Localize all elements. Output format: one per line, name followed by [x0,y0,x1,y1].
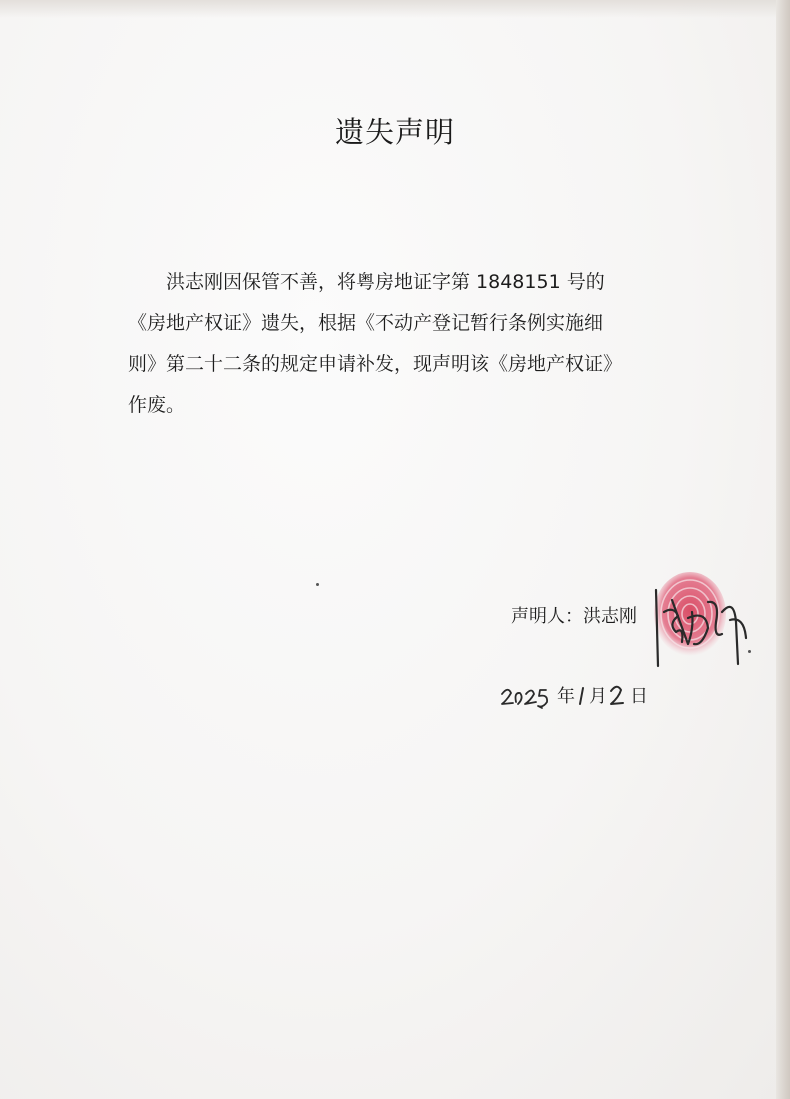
paper-speck [748,650,751,653]
statement-line: 洪志刚因保管不善，将粤房地证字第 1848151 号的 [166,271,605,293]
handwritten-month [577,682,587,708]
paper-edge-right [776,0,790,1099]
paper-shadow-top [0,0,790,18]
handwritten-year [500,684,554,710]
signature-mark [648,572,758,672]
page-title: 遗失声明 [334,115,455,149]
statement-line: 则》第二十二条的规定申请补发，现声明该《房地产权证》 [128,353,623,375]
statement-line: 《房地产权证》遗失，根据《不动产登记暂行条例实施细 [128,312,604,334]
date-year-label: 年 [557,686,575,707]
handwritten-day [608,682,626,708]
paper-speck [316,583,319,586]
date-month-label: 月 [589,686,607,707]
declarant-label: 声明人：洪志刚 [511,606,637,627]
statement-line: 作废。 [128,394,186,416]
statement-body [128,262,673,426]
date-day-label: 日 [630,686,648,707]
